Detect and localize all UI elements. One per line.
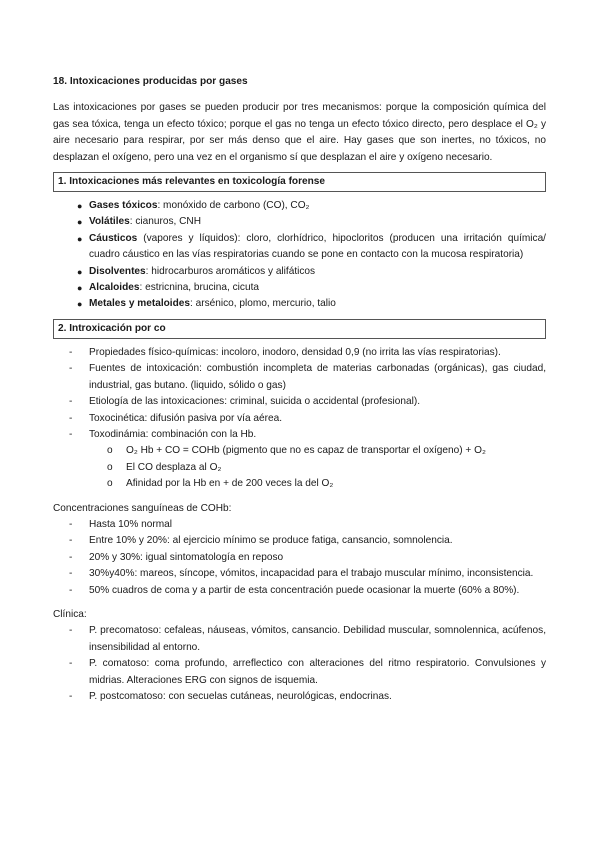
list-item: [53, 583, 546, 599]
item-term: Metales y metaloides: [89, 298, 190, 310]
list-item: [53, 623, 546, 656]
clinical-label: Clínica:: [53, 608, 87, 620]
circle-bullet-icon: o: [107, 478, 113, 490]
dash-icon: -: [69, 658, 73, 670]
toxodynamics-sublist: [89, 443, 546, 492]
item-text: Hasta 10% normal: [89, 518, 173, 530]
sublist-item: [89, 443, 546, 459]
item-text: Toxodinámia: combinación con la Hb.: [89, 428, 257, 440]
dash-icon: -: [69, 535, 73, 547]
dash-icon: -: [69, 584, 73, 596]
section-heading-2: 2. Introxicación por co: [53, 319, 546, 339]
list-item: [53, 231, 546, 264]
list-item: [53, 264, 546, 280]
list-item: [53, 689, 546, 705]
list-item: [53, 517, 546, 533]
circle-bullet-icon: o: [107, 445, 113, 457]
list-item: [53, 361, 546, 394]
toxic-gas-list: [53, 198, 546, 313]
dash-icon: -: [69, 625, 73, 637]
item-text: Entre 10% y 20%: al ejercicio mínimo se produce fatiga, cansancio, somnolencia.: [89, 535, 453, 547]
list-item: [53, 566, 546, 582]
circle-bullet-icon: o: [107, 461, 113, 473]
bullet-icon: ●: [77, 266, 83, 277]
intro-paragraph: Las intoxicaciones por gases se pueden producir por tres mecanismos: porque la composición química del gas sea tóxica, tenga un efecto tóxico; porque el gas no tenga un efecto tóxico directo, pero desplace el O₂ y aire necesario para respirar, por ser más denso que el aire. Hay gases que son inertes, no tóxicos, no desplazan el oxígeno, pero una vez en el organismo sí que desplazan el aire y oxígeno necesario.: [53, 102, 546, 163]
item-text: : arsénico, plomo, mercurio, talio: [189, 298, 336, 310]
item-text: P. postcomatoso: con secuelas cutáneas, neurológicas, endocrinas.: [89, 691, 392, 702]
list-item: [53, 656, 546, 689]
item-term: Disolventes: [89, 265, 146, 277]
document-page: [53, 74, 546, 713]
dash-icon: -: [69, 396, 73, 408]
item-text: Fuentes de intoxicación: combustión incompleta de materias carbonadas (orgánicas), gas ciudad, industrial, gas butano. (liquido, sólido o gas): [89, 363, 546, 391]
item-text: O₂ Hb + CO = COHb (pigmento que no es capaz de transportar el oxígeno) + O₂: [126, 445, 486, 457]
item-text: (vapores y líquidos): cloro, clorhídrico, hipocloritos (producen una irritación química/ cuadro cáustico en las vías respiratorias cuando se pone en contacto con la mucosa respiratoria): [89, 232, 546, 261]
dash-icon: -: [69, 568, 73, 580]
co-intoxication-list: [53, 345, 546, 493]
dash-icon: -: [69, 346, 73, 358]
item-text: Propiedades físico-químicas: incoloro, inodoro, densidad 0,9 (no irrita las vías respiratorias).: [89, 346, 501, 358]
item-text: Etiología de las intoxicaciones: criminal, suicida o accidental (profesional).: [89, 396, 421, 408]
list-item: [53, 345, 546, 361]
section-heading-1: 1. Intoxicaciones más relevantes en toxicología forense: [53, 172, 546, 192]
item-text: : hidrocarburos aromáticos y alifáticos: [145, 265, 316, 277]
item-text: P. comatoso: coma profundo, arreflectico con alteraciones del ritmo respiratorio. Convulsiones y midrias. Alteraciones ERG con signos de isquemia.: [89, 658, 546, 686]
item-term: Volátiles: [89, 216, 130, 228]
item-text: 20% y 30%: igual sintomatología en reposo: [89, 551, 284, 563]
list-item: [53, 214, 546, 230]
item-text: : monóxido de carbono (CO), CO₂: [157, 200, 310, 212]
list-item: [53, 411, 546, 427]
item-term: Gases tóxicos: [89, 200, 158, 212]
item-text: : estricnina, brucina, cicuta: [139, 282, 259, 294]
dash-icon: -: [69, 428, 73, 440]
dash-icon: -: [69, 412, 73, 424]
page-title: 18. Intoxicaciones producidas por gases: [53, 76, 248, 87]
item-term: Alcaloides: [89, 282, 140, 294]
list-item: [53, 394, 546, 410]
bullet-icon: ●: [77, 299, 83, 310]
list-item: [53, 280, 546, 296]
clinical-list: [53, 623, 546, 705]
item-text: Toxocinética: difusión pasiva por vía aérea.: [89, 412, 283, 424]
dash-icon: -: [69, 551, 73, 563]
bullet-icon: ●: [77, 201, 83, 212]
list-item: [53, 533, 546, 549]
dash-icon: -: [69, 691, 73, 702]
item-text: : cianuros, CNH: [129, 216, 202, 228]
item-term: Cáusticos: [89, 232, 138, 244]
bullet-icon: ●: [77, 217, 83, 228]
list-item: [53, 198, 546, 214]
bullet-icon: ●: [77, 283, 83, 294]
bullet-icon: ●: [77, 233, 83, 244]
concentrations-list: [53, 517, 546, 599]
sublist-item: [89, 460, 546, 476]
item-text: Afinidad por la Hb en + de 200 veces la del O₂: [126, 478, 334, 490]
list-item: [53, 296, 546, 312]
item-text: El CO desplaza al O₂: [126, 461, 222, 473]
item-text: P. precomatoso: cefaleas, náuseas, vómitos, cansancio. Debilidad muscular, somnolennica, acúfenos, insensibilidad al entorno.: [89, 625, 546, 653]
item-text: 50% cuadros de coma y a partir de esta concentración puede ocasionar la muerte (60% a 80%).: [89, 584, 520, 596]
list-item: [53, 427, 546, 493]
item-text: 30%y40%: mareos, síncope, vómitos, incapacidad para el trabajo muscular mínimo, inconsistencia.: [89, 568, 534, 580]
list-item: [53, 550, 546, 566]
dash-icon: -: [69, 363, 73, 375]
concentrations-label: Concentraciones sanguíneas de COHb:: [53, 502, 232, 514]
sublist-item: [89, 476, 546, 492]
dash-icon: -: [69, 518, 73, 530]
